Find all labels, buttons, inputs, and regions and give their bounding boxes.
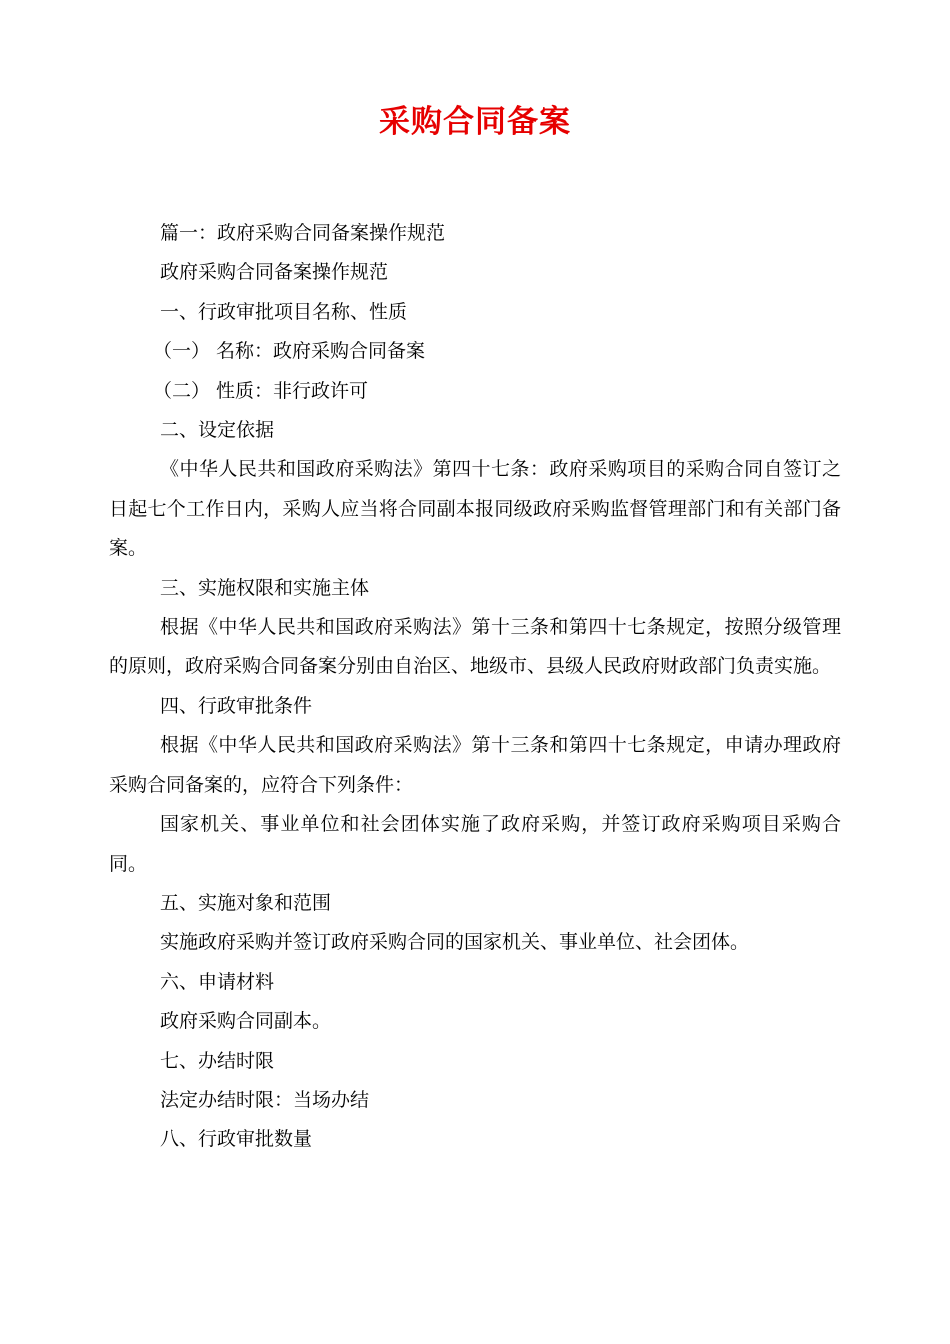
paragraph: 法定办结时限：当场办结 <box>160 1088 370 1111</box>
paragraph: 《中华人民共和国政府采购法》第四十七条：政府采购项目的采购合同自签订之日起七个工作日内，采购人应当将合同副本报同级政府采购监督管理部门和有关部门备案。 <box>109 458 841 560</box>
paragraph: 六、申请材料 <box>160 970 275 993</box>
paragraph: 篇一：政府采购合同备案操作规范 <box>160 222 446 244</box>
paragraph: 根据《中华人民共和国政府采购法》第十三条和第四十七条规定，按照分级管理的原则，政府采购合同备案分别由自治区、地级市、县级人民政府财政部门负责实施。 <box>109 616 841 678</box>
paragraph: 五、实施对象和范围 <box>160 891 332 914</box>
paragraph: 四、行政审批条件 <box>160 694 313 717</box>
paragraph: 政府采购合同备案操作规范 <box>160 261 389 284</box>
paragraph: 八、行政审批数量 <box>160 1128 313 1151</box>
paragraph: 实施政府采购并签订政府采购合同的国家机关、事业单位、社会团体。 <box>160 931 750 954</box>
paragraph: （一） 名称：政府采购合同备案 <box>153 340 426 363</box>
paragraph: 一、行政审批项目名称、性质 <box>160 300 408 323</box>
document-title: 采购合同备案 <box>379 104 571 140</box>
paragraph: 二、设定依据 <box>160 419 275 442</box>
paragraph: 政府采购合同副本。 <box>160 1010 332 1033</box>
paragraph: （二） 性质：非行政许可 <box>153 379 369 402</box>
paragraph: 七、办结时限 <box>160 1049 275 1072</box>
document-body <box>109 214 841 1160</box>
paragraph: 三、实施权限和实施主体 <box>160 576 370 599</box>
paragraph: 根据《中华人民共和国政府采购法》第十三条和第四十七条规定，申请办理政府采购合同备案的，应符合下列条件： <box>109 734 841 796</box>
paragraph: 国家机关、事业单位和社会团体实施了政府采购，并签订政府采购项目采购合同。 <box>109 813 841 875</box>
